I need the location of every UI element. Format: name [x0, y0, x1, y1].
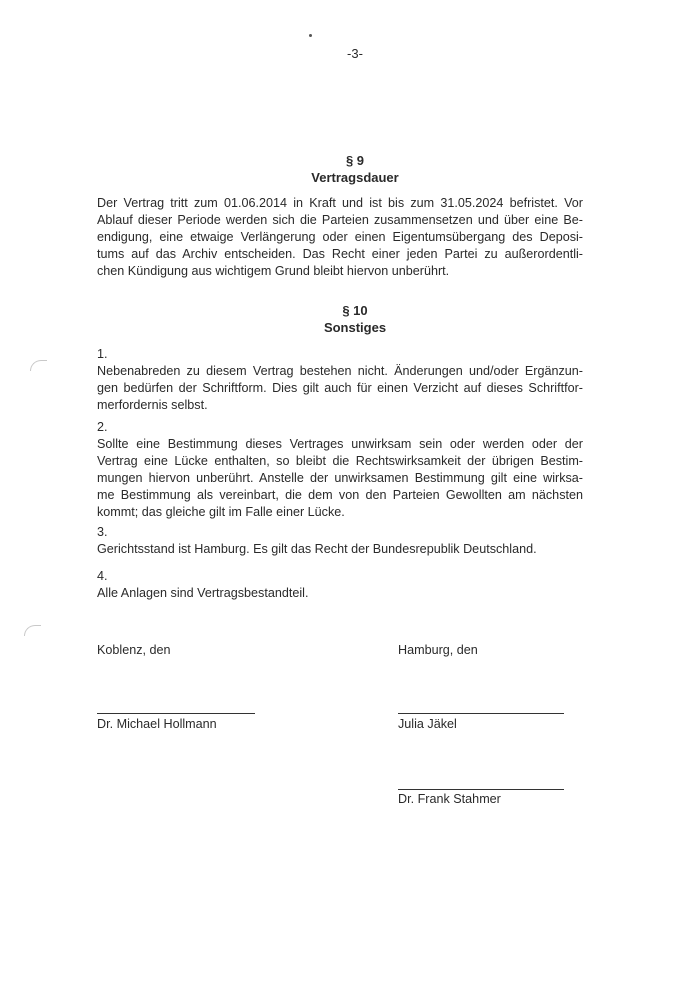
section-9-heading — [0, 152, 700, 186]
page-number: -3- — [347, 46, 363, 61]
signatory-right-2: Dr. Frank Stahmer — [398, 792, 501, 806]
paragraph-line: Der Vertrag tritt zum 01.06.2014 in Kraft und ist bis zum 31.05.2024 befristet. Vor — [97, 196, 583, 210]
punch-hole-mark — [24, 625, 41, 636]
clause-number: 4. — [97, 569, 108, 583]
clause-3 — [97, 524, 583, 558]
clause-line: gen bedürfen der Schriftform. Dies gilt auch für einen Verzicht auf dieses Schriftfor- — [97, 381, 583, 395]
signatory-right-1: Julia Jäkel — [398, 717, 457, 731]
clause-line: Gerichtsstand ist Hamburg. Es gilt das Recht der Bundesrepublik Deutschland. — [97, 542, 537, 556]
section-10-title: Sonstiges — [323, 320, 387, 335]
clause-line: kommt; das gleiche gilt im Falle einer Lücke. — [97, 505, 345, 519]
clause-1 — [97, 346, 583, 414]
paragraph-line: endigung, eine etwaige Verlängerung oder einen Eigentumsübergang des Deposi- — [97, 230, 583, 244]
section-9-body — [97, 195, 583, 280]
section-10-heading — [0, 302, 700, 336]
signature-line-right-2 — [398, 789, 564, 790]
signatory-left: Dr. Michael Hollmann — [97, 717, 217, 731]
place-koblenz: Koblenz, den — [97, 643, 171, 657]
clause-line: Alle Anlagen sind Vertragsbestandteil. — [97, 586, 309, 600]
signature-line-right-1 — [398, 713, 564, 714]
paragraph-line: chen Kündigung aus wichtigem Grund bleibt hiervon unberührt. — [97, 264, 450, 278]
place-hamburg: Hamburg, den — [398, 643, 478, 657]
clause-line: Nebenabreden zu diesem Vertrag bestehen nicht. Änderungen und/oder Ergänzun- — [97, 364, 583, 378]
paragraph-line: tums auf das Archiv entscheiden. Das Recht einer jeden Partei zu außerordentli- — [97, 247, 583, 261]
clause-line: me Bestimmung als vereinbart, die dem von den Parteien Gewollten am nächsten — [97, 488, 583, 502]
section-9-number: § 9 — [345, 153, 365, 168]
clause-line: merfordernis selbst. — [97, 398, 208, 412]
clause-4 — [97, 568, 583, 602]
section-9-title: Vertragsdauer — [311, 170, 399, 185]
punch-hole-mark — [30, 360, 47, 371]
clause-2 — [97, 419, 583, 521]
clause-number: 2. — [97, 420, 108, 434]
signature-line-left — [97, 713, 255, 714]
paragraph-line: Ablauf dieser Periode werden sich die Parteien zusammensetzen und über eine Be- — [97, 213, 583, 227]
section-10-number: § 10 — [342, 303, 368, 318]
scan-speck — [309, 34, 312, 37]
clause-line: Sollte eine Bestimmung dieses Vertrages unwirksam sein oder werden oder der — [97, 437, 583, 451]
clause-line: Vertrag eine Lücke enthalten, so bleibt die Rechtswirksamkeit der übrigen Bestim- — [97, 454, 583, 468]
clause-line: mungen hiervon unberührt. Anstelle der unwirksamen Bestimmung gilt eine wirksa- — [97, 471, 583, 485]
clause-number: 1. — [97, 347, 108, 361]
clause-number: 3. — [97, 525, 108, 539]
